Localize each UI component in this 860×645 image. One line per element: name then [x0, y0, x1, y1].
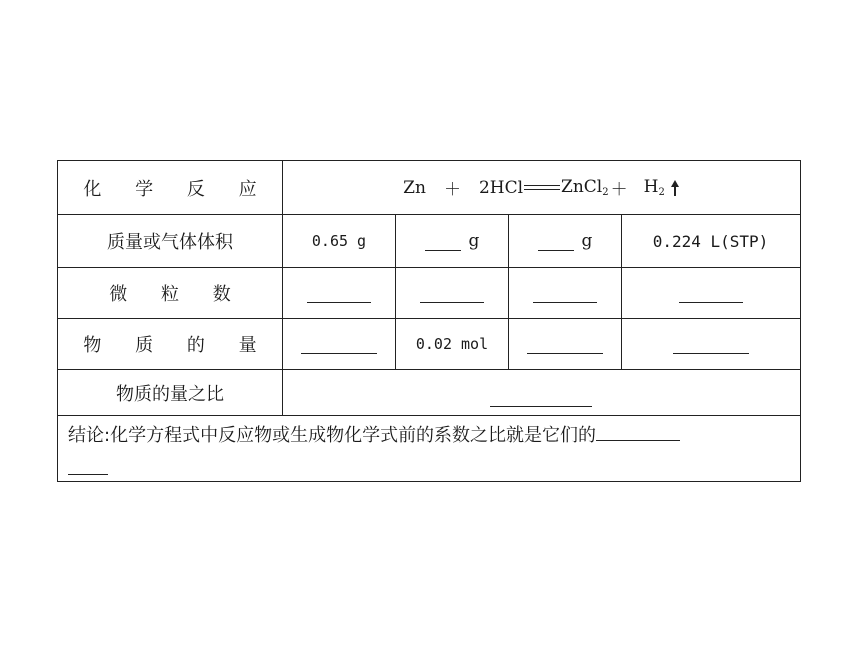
plus-sign-1: ＋ — [443, 180, 461, 200]
zn-mass-cell — [283, 215, 396, 267]
mass-header-label: 质量或气体体积 — [107, 232, 233, 253]
reaction-table — [57, 160, 801, 482]
ratio-cell — [283, 370, 799, 415]
zncl2-mass-unit: g — [581, 231, 593, 251]
zncl2-amount-blank[interactable] — [527, 335, 603, 354]
zn-formula: Zn — [403, 177, 426, 198]
hcl-formula: 2HCl — [478, 177, 524, 198]
plus-sign-2: ＋ — [610, 180, 628, 200]
gas-up-arrow-icon — [671, 180, 679, 196]
h2-volume-cell — [622, 215, 799, 267]
mass-header — [58, 215, 283, 267]
hcl-mass-cell — [396, 215, 509, 267]
hcl-amount-cell — [396, 319, 509, 369]
amount-header — [58, 319, 283, 369]
zn-amount-cell — [283, 319, 396, 369]
h2-particle-cell — [622, 268, 799, 318]
zn-particle-blank[interactable] — [307, 284, 371, 303]
amount-header-label: 物 质 的 量 — [83, 335, 271, 356]
zn-amount-blank[interactable] — [301, 335, 377, 354]
ratio-row — [58, 370, 800, 416]
h2-particle-blank[interactable] — [679, 284, 743, 303]
h2-amount-blank[interactable] — [673, 335, 749, 354]
particle-row — [58, 268, 800, 319]
zn-particle-cell — [283, 268, 396, 318]
ratio-header — [58, 370, 283, 415]
amount-row — [58, 319, 800, 370]
zn-mass-value: 0.65 g — [311, 232, 367, 250]
zncl2-amount-cell — [509, 319, 622, 369]
conclusion-blank-2[interactable] — [68, 454, 108, 475]
hcl-particle-cell — [396, 268, 509, 318]
zncl2-mass-cell — [509, 215, 622, 267]
conclusion-label: 结论:化学方程式中反应物或生成物化学式前的系数之比就是它们的 — [68, 425, 597, 446]
zncl2-particle-blank[interactable] — [533, 284, 597, 303]
zncl2-mass-blank[interactable] — [538, 232, 574, 251]
equals-sign — [524, 184, 560, 192]
particle-header — [58, 268, 283, 318]
conclusion-text — [68, 419, 788, 487]
reaction-equation — [283, 161, 799, 214]
ratio-blank[interactable] — [490, 388, 592, 407]
hcl-mass-blank[interactable] — [425, 232, 461, 251]
reaction-header-label: 化 学 反 应 — [83, 178, 271, 200]
hcl-mass-unit: g — [468, 231, 480, 251]
ratio-header-label: 物质的量之比 — [116, 383, 224, 405]
particle-header-label: 微 粒 数 — [109, 284, 245, 305]
h2-amount-cell — [622, 319, 799, 369]
h2-formula: $H_2$ — [643, 177, 665, 198]
zncl2-particle-cell — [509, 268, 622, 318]
conclusion-blank-1[interactable] — [596, 420, 680, 441]
reaction-header — [58, 161, 283, 214]
mass-row — [58, 215, 800, 268]
reaction-row — [58, 161, 800, 215]
zncl2-formula: ZnCl$_2$ — [561, 177, 609, 198]
h2-volume-value: 0.224 L(STP) — [652, 231, 769, 251]
hcl-particle-blank[interactable] — [420, 284, 484, 303]
hcl-amount-value: 0.02 mol — [415, 335, 489, 353]
